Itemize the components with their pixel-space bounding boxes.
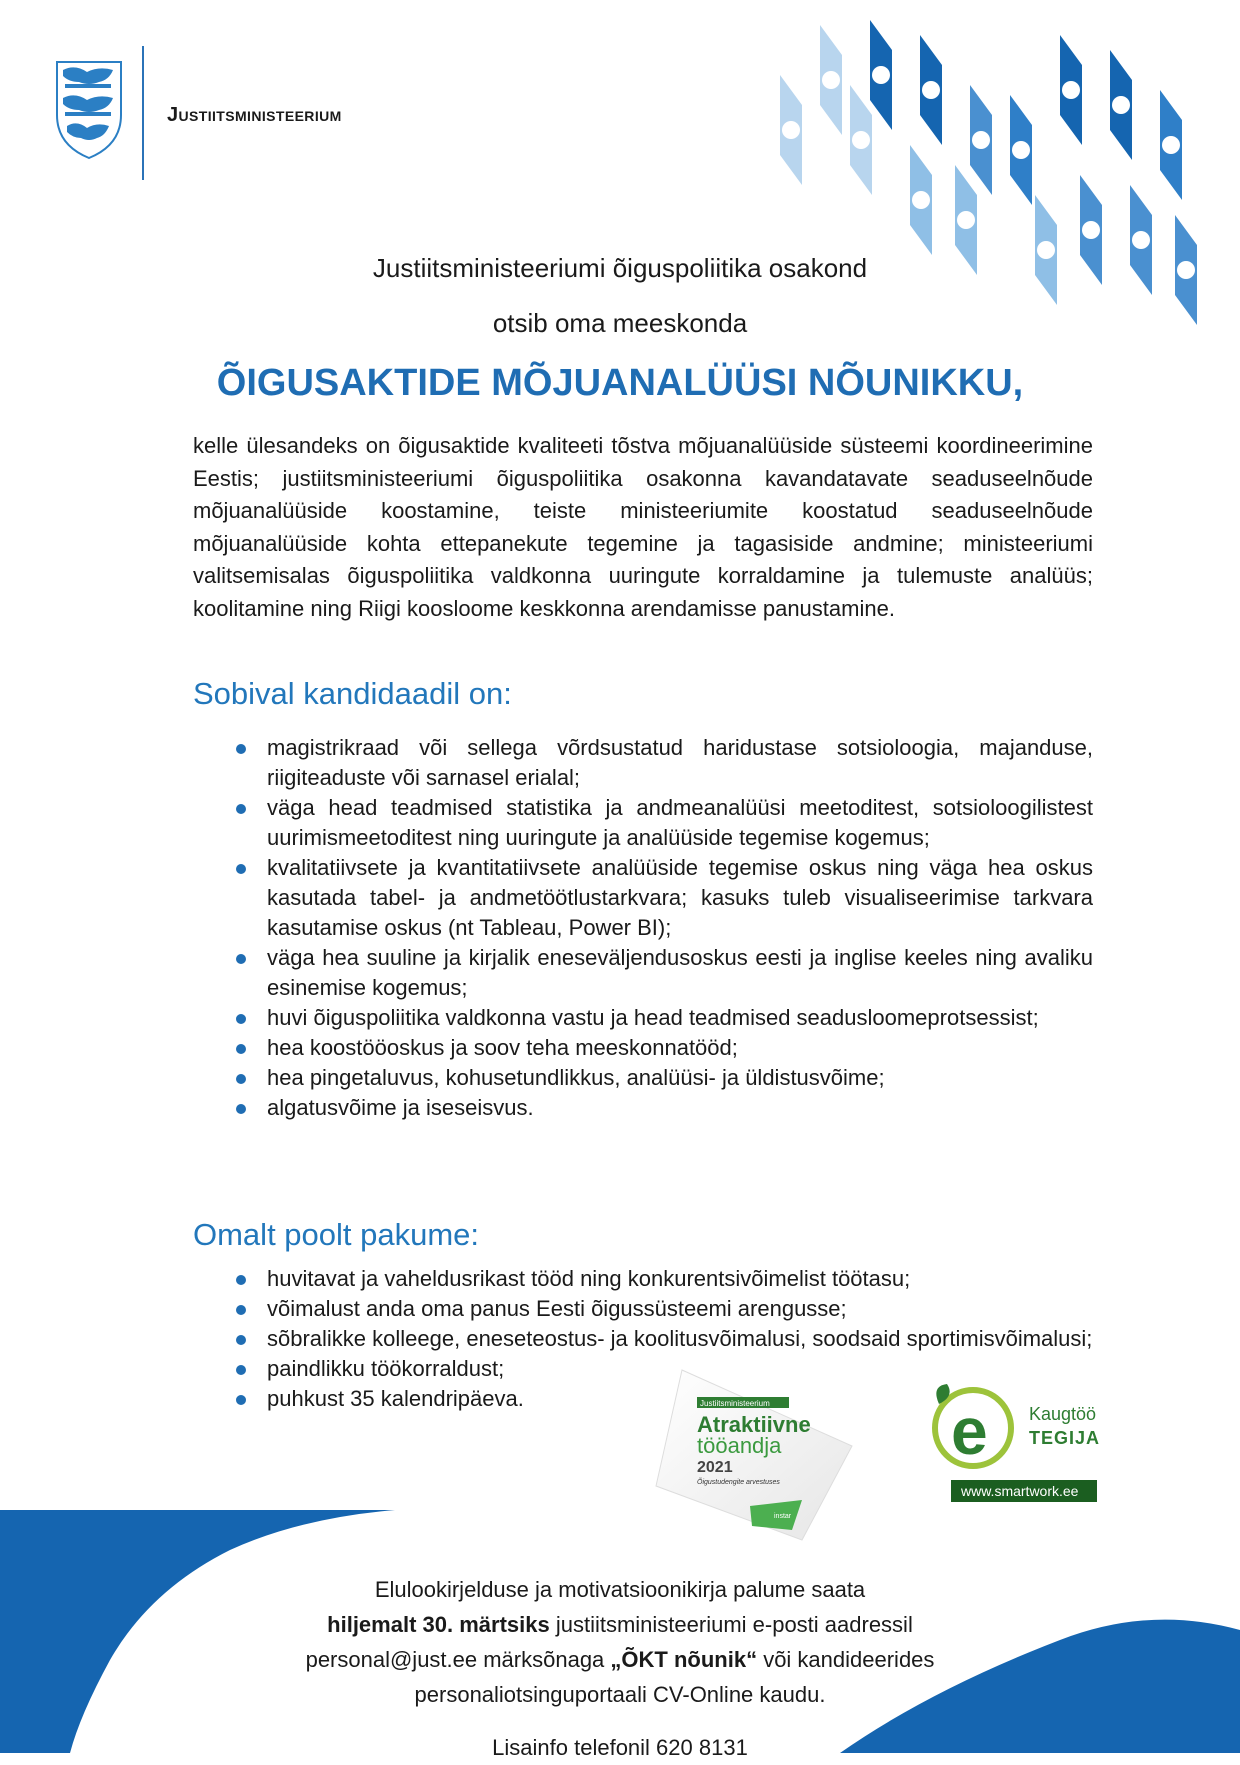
decorative-dot — [782, 121, 800, 139]
list-item: hea koostööoskus ja soov teha meeskonnatööd; — [236, 1033, 1093, 1063]
logo-divider — [142, 46, 144, 180]
list-item: väga head teadmised statistika ja andmeanalüüsi meetoditest, sotsioloogilistest uurimismeetoditest ning uuringute ja analüüside tegemise kogemus; — [236, 793, 1093, 853]
list-item: paindlikku töökorraldust; — [236, 1354, 647, 1384]
decorative-dot — [1112, 96, 1130, 114]
decorative-dot — [1012, 141, 1030, 159]
ministry-name: Justiitsministeerium — [167, 104, 342, 126]
badge-top-label: Justiitsministeerium — [700, 1399, 770, 1408]
badge-subtitle: Õigustudengite arvestuses — [697, 1479, 780, 1486]
contact-line-2: hiljemalt 30. märtsiks justiitsministeeriumi e-posti aadressil — [327, 1612, 913, 1637]
contact-line-4: personaliotsinguportaali CV-Online kaudu. — [414, 1682, 826, 1707]
badge-brand: instar — [774, 1513, 792, 1520]
job-title: ÕIGUSAKTIDE MÕJUANALÜÜSI NÕUNIKKU, — [216, 362, 1024, 404]
remote-work-badge — [925, 1382, 1105, 1507]
decorative-dot — [957, 211, 975, 229]
decorative-dot — [822, 71, 840, 89]
contact-line-1: Elulookirjelduse ja motivatsioonikirja palume saata — [374, 1577, 866, 1602]
list-item: kvalitatiivsete ja kvantitatiivsete analüüside tegemise oskus ning väga hea oskus kasutada tabel- ja andmetöötlustarkvara; kasuks tuleb visualiseerimise tarkvara kasutamise oskus (nt Tableau, Power BI); — [236, 853, 1093, 943]
deadline: hiljemalt 30. märtsiks — [327, 1612, 550, 1637]
coat-of-arms-logo — [55, 60, 123, 160]
list-item: hea pingetaluvus, kohusetundlikkus, analüüsi- ja üldistusvõime; — [236, 1063, 1093, 1093]
remote-badge-line2: TEGIJA — [1029, 1428, 1101, 1448]
badge-title-line2: tööandja — [697, 1433, 782, 1458]
phone-info: Lisainfo telefonil 620 8131 — [492, 1735, 748, 1760]
list-item: väga hea suuline ja kirjalik eneseväljendusoskus eesti ja inglise keeles ning avaliku esinemise kogemus; — [236, 943, 1093, 1003]
list-item: võimalust anda oma panus Eesti õigussüsteemi arengusse; — [236, 1294, 1096, 1324]
application-keyword: „ÕKT nõunik“ — [610, 1647, 758, 1672]
requirements-list — [236, 733, 1093, 1123]
list-item: huvi õiguspoliitika valdkonna vastu ja head teadmised seadusloomeprotsessist; — [236, 1003, 1093, 1033]
attractive-employer-badge — [652, 1368, 872, 1543]
decorative-dot — [1062, 81, 1080, 99]
decorative-dot — [922, 81, 940, 99]
decorative-dot — [1162, 136, 1180, 154]
list-item: huvitavat ja vaheldusrikast tööd ning konkurentsivõimelist töötasu; — [236, 1264, 1096, 1294]
badge-year: 2021 — [697, 1459, 733, 1476]
badge-title-line1: Atraktiivne — [697, 1412, 811, 1437]
contact-info — [0, 1572, 1240, 1765]
intro-line-1: Justiitsministeeriumi õiguspoliitika osakond — [372, 253, 868, 283]
contact-line-3: personal@just.ee märksõnaga „ÕKT nõunik“ või kandideerides — [305, 1647, 935, 1672]
decorative-dot — [852, 131, 870, 149]
list-item: magistrikraad või sellega võrdsustatud haridustase sotsioloogia, majanduse, riigiteaduste või sarnasel erialal; — [236, 733, 1093, 793]
decorative-dot — [1132, 231, 1150, 249]
list-item: algatusvõime ja iseseisvus. — [236, 1093, 1093, 1123]
decorative-dot — [872, 66, 890, 84]
decorative-dot — [1082, 221, 1100, 239]
intro-line-2: otsib oma meeskonda — [492, 308, 748, 338]
remote-badge-url: www.smartwork.ee — [961, 1483, 1079, 1499]
e-letter-icon: e — [951, 1394, 988, 1468]
decorative-dot — [972, 131, 990, 149]
offer-heading: Omalt poolt pakume: — [193, 1217, 480, 1252]
decorative-pattern — [770, 15, 1220, 345]
requirements-heading: Sobival kandidaadil on: — [193, 676, 512, 711]
decorative-dot — [912, 191, 930, 209]
list-item: sõbralikke kolleege, eneseteostus- ja koolitusvõimalusi, soodsaid sportimisvõimalusi; — [236, 1324, 1096, 1354]
list-item: puhkust 35 kalendripäeva. — [236, 1384, 647, 1414]
job-description: kelle ülesandeks on õigusaktide kvaliteeti tõstva mõjuanalüüside süsteemi koordineerimine Eestis; justiitsministeeriumi õiguspoliitika osakonna kavandatavate seaduseelnõude mõjuanalüüside koostamine, teiste ministeeriumite koostatud seaduseelnõude mõjuanalüüside kohta ettepanekute tegemine ja tagasiside andmine; ministeeriumi valitsemisalas õiguspoliitika valdkonna uuringute korraldamine ja tulemuste analüüs; koolitamine ning Riigi koosloome keskkonna arendamisse panustamine. — [193, 433, 1093, 621]
remote-badge-line1: Kaugtöö — [1029, 1404, 1097, 1424]
